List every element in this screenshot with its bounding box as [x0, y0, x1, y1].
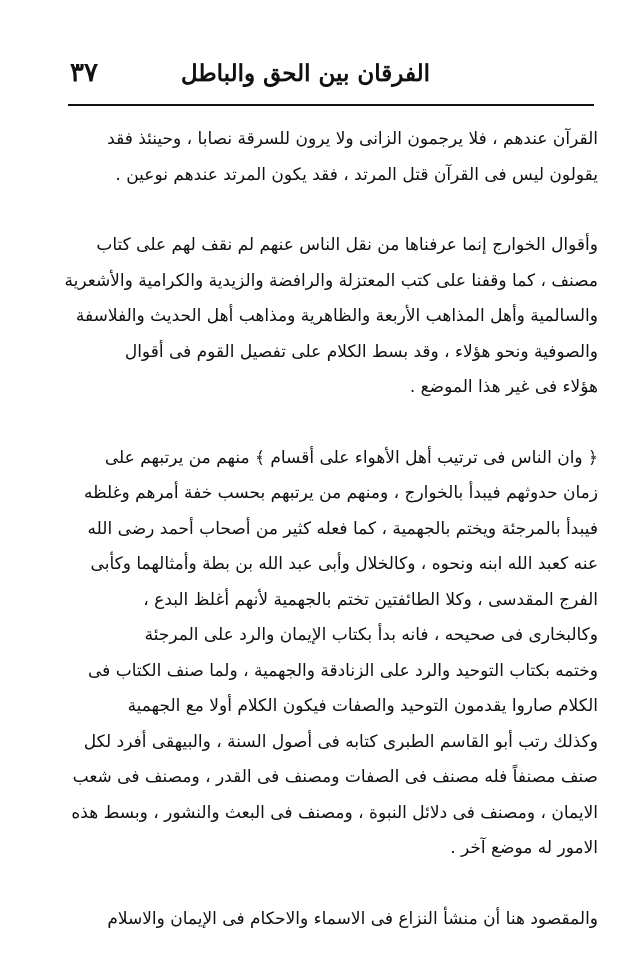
text-line: والصوفية ونحو هؤلاء ، وقد بسط الكلام على تفصيل القوم فى أقوال — [124, 341, 598, 362]
text-line: وكالبخارى فى صحيحه ، فانه بدأ بكتاب الإيمان والرد على المرجئة — [144, 625, 598, 645]
text-line: وختمه بكتاب التوحيد والرد على الزنادقة والجهمية ، ولما صنف الكتاب فى — [88, 660, 598, 681]
body-text — [52, 122, 598, 937]
text-line: هؤلاء فى غير هذا الموضع . — [409, 377, 598, 397]
page-number: ٣٧ — [70, 58, 98, 88]
text-line: والسالمية وأهل المذاهب الأربعة والظاهرية ومذاهب أهل الحديث والفلاسفة — [75, 306, 598, 326]
text-line: الكلام صاروا يقدمون التوحيد والصفات فيكون الكلام أولا مع الجهمية — [127, 696, 598, 716]
text-line: فيبدأ بالمرجئة ويختم بالجهمية ، كما فعله كثير من أصحاب أحمد رضى الله — [87, 518, 598, 539]
text-line: صنف مصنفاً فله مصنف فى الصفات ومصنف فى القدر ، ومصنف فى شعب — [72, 767, 598, 787]
text-line: الفرج المقدسى ، وكلا الطائفتين تختم بالجهمية لأنهم أغلظ البدع ، — [143, 589, 598, 610]
text-line: عنه كعبد الله ابنه ونحوه ، وكالخلال وأبى عبد الله بن بطة وأمثالهما وكأبى — [90, 554, 598, 574]
text-line: القرآن عندهم ، فلا يرجمون الزانى ولا يرون للسرقة نصابا ، وحينئذ فقد — [107, 129, 598, 149]
paragraph-2 — [52, 228, 598, 406]
text-line: الامور له موضع آخر . — [450, 838, 598, 858]
text-line: مصنف ، كما وقفنا على كتب المعتزلة والرافضة والزيدية والكرامية والأشعرية — [64, 270, 598, 291]
page-header — [70, 58, 590, 98]
header-rule — [68, 104, 594, 106]
text-line: وكذلك رتب أبو القاسم الطبرى كتابه فى أصول السنة ، والبيهقى أفرد لكل — [83, 731, 598, 752]
text-line: وأقوال الخوارج إنما عرفناها من نقل الناس عنهم لم نقف لهم على كتاب — [96, 235, 598, 255]
running-title: الفرقان بين الحق والباطل — [180, 60, 430, 87]
paragraph-3 — [52, 441, 598, 867]
text-line: والمقصود هنا أن منشأ النزاع فى الاسماء والاحكام فى الإيمان والاسلام — [107, 908, 598, 929]
text-line: الايمان ، ومصنف فى دلائل النبوة ، ومصنف فى البعث والنشور ، وبسط هذه — [71, 802, 598, 823]
paragraph-4 — [52, 902, 598, 938]
text-line: زمان حدوثهم فيبدأ بالخوارج ، ومنهم من يرتبهم بحسب خفة أمرهم وغلظه — [83, 483, 598, 503]
paragraph-1 — [52, 122, 598, 193]
text-line: يقولون ليس فى القرآن قتل المرتد ، فقد يكون المرتد عندهم نوعين . — [115, 164, 598, 185]
text-line: ﴿ وان الناس فى ترتيب أهل الأهواء على أقسام ﴾ منهم من يرتبهم على — [104, 447, 598, 468]
